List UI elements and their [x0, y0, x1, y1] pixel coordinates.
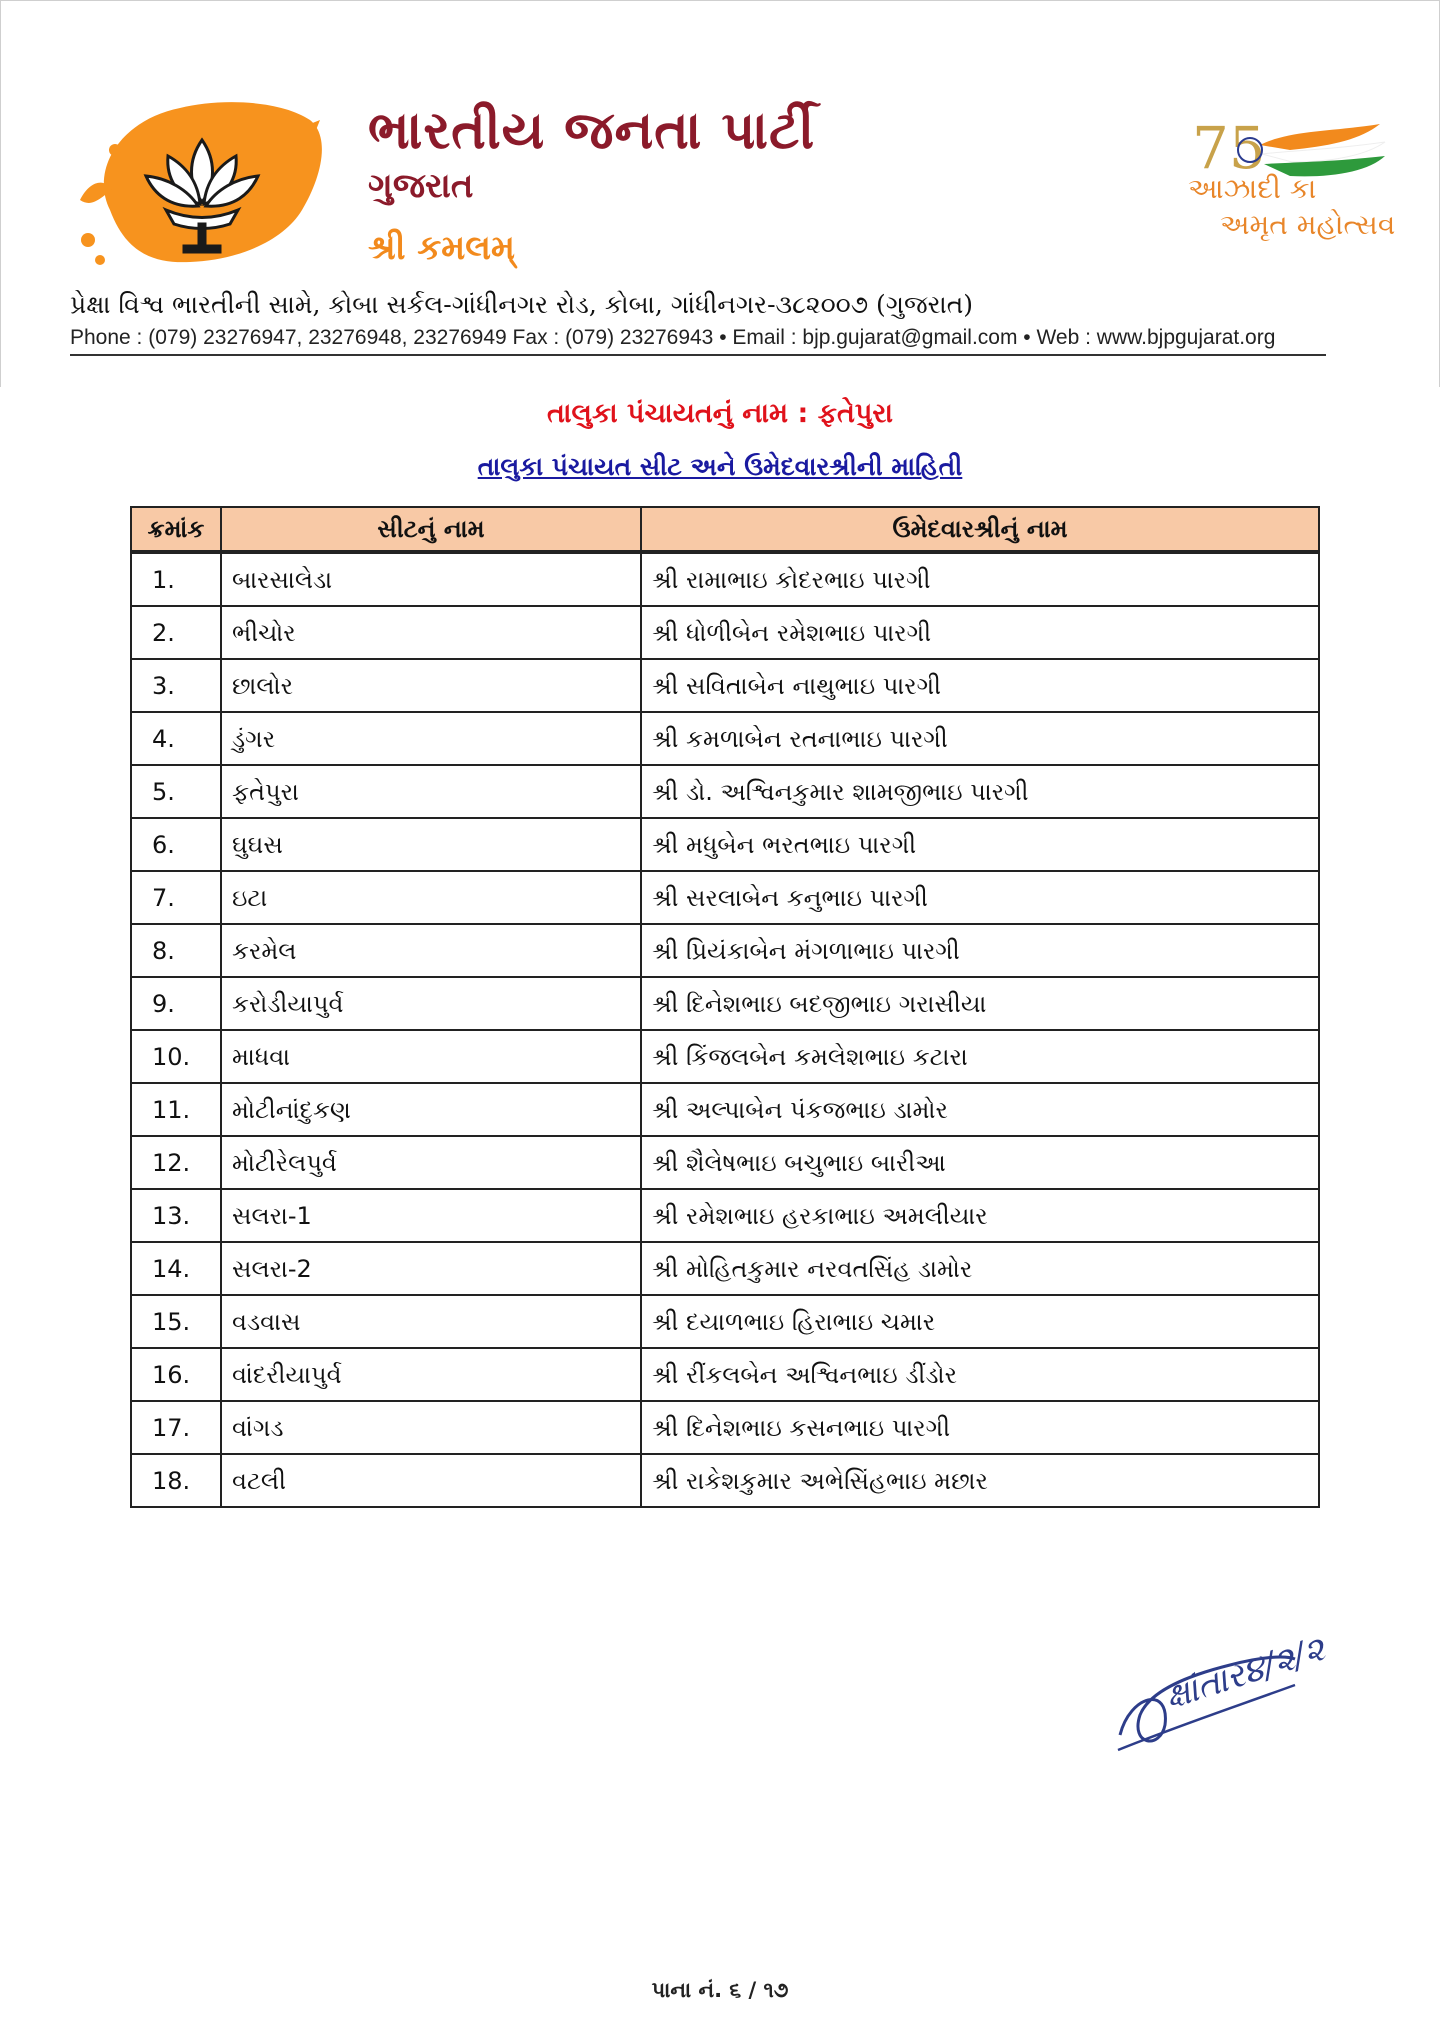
table-row	[131, 977, 1319, 1030]
office-name: શ્રી કમલમ્	[368, 228, 515, 268]
table-row	[131, 659, 1319, 712]
cell-candidate: શ્રી દિનેશભાઇ કસનભાઇ પારગી	[641, 1401, 1319, 1454]
cell-candidate: શ્રી સવિતાબેન નાથુભાઇ પારગી	[641, 659, 1319, 712]
cell-candidate: શ્રી પ્રિયંકાબેન મંગળાભાઇ પારગી	[641, 924, 1319, 977]
table-row	[131, 818, 1319, 871]
cell-seat: ફતેપુરા	[221, 765, 641, 818]
cell-candidate: શ્રી ધોળીબેન રમેશભાઇ પારગી	[641, 606, 1319, 659]
cell-serial: 12.	[131, 1136, 221, 1189]
cell-seat: મોટીરેલપુર્વ	[221, 1136, 641, 1189]
header-divider	[70, 354, 1326, 356]
cell-candidate: શ્રી કિંજલબેન કમલેશભાઇ કટારા	[641, 1030, 1319, 1083]
cell-seat: ઘુઘસ	[221, 818, 641, 871]
cell-serial: 4.	[131, 712, 221, 765]
cell-candidate: શ્રી રમેશભાઇ હરકાભાઇ અમલીયાર	[641, 1189, 1319, 1242]
cell-serial: 1.	[131, 552, 221, 606]
cell-candidate: શ્રી દિનેશભાઇ બદજીભાઇ ગરાસીયા	[641, 977, 1319, 1030]
cell-candidate: શ્રી સરલાબેન કનુભાઇ પારગી	[641, 871, 1319, 924]
cell-serial: 11.	[131, 1083, 221, 1136]
bjp-lotus-logo	[70, 90, 330, 275]
page-title: તાલુકા પંચાયતનું નામ : ફતેપુરા	[547, 398, 893, 429]
page-number: પાના નં. ૬ / ૧૭	[651, 1978, 789, 2002]
cell-serial: 9.	[131, 977, 221, 1030]
cell-seat: મોટીનાંદુકણ	[221, 1083, 641, 1136]
cell-serial: 6.	[131, 818, 221, 871]
cell-serial: 2.	[131, 606, 221, 659]
cell-seat: કરોડીયાપુર્વ	[221, 977, 641, 1030]
signature-text: ક્ષાંતાર૪/૨/૨	[1160, 1628, 1330, 1719]
cell-seat: વડવાસ	[221, 1295, 641, 1348]
cell-seat: સલરા-1	[221, 1189, 641, 1242]
cell-seat: વાંદરીયાપુર્વ	[221, 1348, 641, 1401]
table-row	[131, 765, 1319, 818]
cell-seat: છાલોર	[221, 659, 641, 712]
cell-candidate: શ્રી રામાભાઇ કોદરભાઇ પારગી	[641, 552, 1319, 606]
azadi-line-1: આઝાદી કા	[1188, 172, 1317, 205]
state-name: ગુજરાત	[368, 166, 474, 206]
table-row	[131, 552, 1319, 606]
cell-seat: વટલી	[221, 1454, 641, 1507]
table-row	[131, 1295, 1319, 1348]
cell-seat: સલરા-2	[221, 1242, 641, 1295]
cell-serial: 14.	[131, 1242, 221, 1295]
cell-candidate: શ્રી રાકેશકુમાર અભેસિંહભાઇ મછાર	[641, 1454, 1319, 1507]
table-row	[131, 606, 1319, 659]
cell-serial: 3.	[131, 659, 221, 712]
table-row	[131, 1083, 1319, 1136]
party-name: ભારતીય જનતા પાર્ટી	[368, 100, 816, 161]
cell-candidate: શ્રી કમળાબેન રતનાભાઇ પારગી	[641, 712, 1319, 765]
table-header-row	[131, 507, 1319, 552]
header-serial: ક્રમાંક	[131, 507, 221, 552]
table-row	[131, 1136, 1319, 1189]
cell-serial: 16.	[131, 1348, 221, 1401]
section-title: તાલુકા પંચાયત સીટ અને ઉમેદવારશ્રીની માહિતી	[477, 452, 963, 481]
azadi-75-text: 75	[1192, 114, 1266, 182]
cell-serial: 10.	[131, 1030, 221, 1083]
cell-seat: વાંગડ	[221, 1401, 641, 1454]
cell-serial: 7.	[131, 871, 221, 924]
cell-seat: કરમેલ	[221, 924, 641, 977]
cell-candidate: શ્રી અલ્પાબેન પંકજભાઇ ડામોર	[641, 1083, 1319, 1136]
table-row	[131, 1242, 1319, 1295]
candidate-table	[130, 506, 1320, 1508]
table-row	[131, 924, 1319, 977]
cell-candidate: શ્રી દયાળભાઇ હિરાભાઇ ચમાર	[641, 1295, 1319, 1348]
cell-candidate: શ્રી શૈલેષભાઇ બચુભાઇ બારીઆ	[641, 1136, 1319, 1189]
cell-seat: ભીચોર	[221, 606, 641, 659]
table-row	[131, 1348, 1319, 1401]
table-row	[131, 1454, 1319, 1507]
header-seat: સીટનું નામ	[221, 507, 641, 552]
contact-details: Phone : (079) 23276947, 23276948, 23276949 Fax : (079) 23276943 • Email : bjp.gujarat@gmail.com • Web : www.bjpgujarat.org	[70, 326, 1276, 349]
cell-serial: 17.	[131, 1401, 221, 1454]
cell-serial: 15.	[131, 1295, 221, 1348]
cell-serial: 5.	[131, 765, 221, 818]
cell-seat: બારસાલેડા	[221, 552, 641, 606]
cell-candidate: શ્રી રીંકલબેન અશ્વિનભાઇ ડીંડોર	[641, 1348, 1319, 1401]
cell-candidate: શ્રી મોહિતકુમાર નરવતસિંહ ડામોર	[641, 1242, 1319, 1295]
header-candidate: ઉમેદવારશ્રીનું નામ	[641, 507, 1319, 552]
table-row	[131, 712, 1319, 765]
cell-serial: 8.	[131, 924, 221, 977]
table-row	[131, 1401, 1319, 1454]
cell-candidate: શ્રી ડો. અશ્વિનકુમાર શામજીભાઇ પારગી	[641, 765, 1319, 818]
table-row	[131, 871, 1319, 924]
table-row	[131, 1030, 1319, 1083]
azadi-line-2: અમૃત મહોત્સવ	[1220, 208, 1396, 241]
office-address: પ્રેક્ષા વિશ્વ ભારતીની સામે, કોબા સર્કલ-ગાંધીનગર રોડ, કોબા, ગાંધીનગર-૩૮૨૦૦૭ (ગુજરાત)	[70, 290, 974, 319]
cell-seat: ડુંગર	[221, 712, 641, 765]
cell-seat: માધવા	[221, 1030, 641, 1083]
cell-seat: ઇટા	[221, 871, 641, 924]
cell-serial: 18.	[131, 1454, 221, 1507]
cell-candidate: શ્રી મધુબેન ભરતભાઇ પારગી	[641, 818, 1319, 871]
table-row	[131, 1189, 1319, 1242]
cell-serial: 13.	[131, 1189, 221, 1242]
